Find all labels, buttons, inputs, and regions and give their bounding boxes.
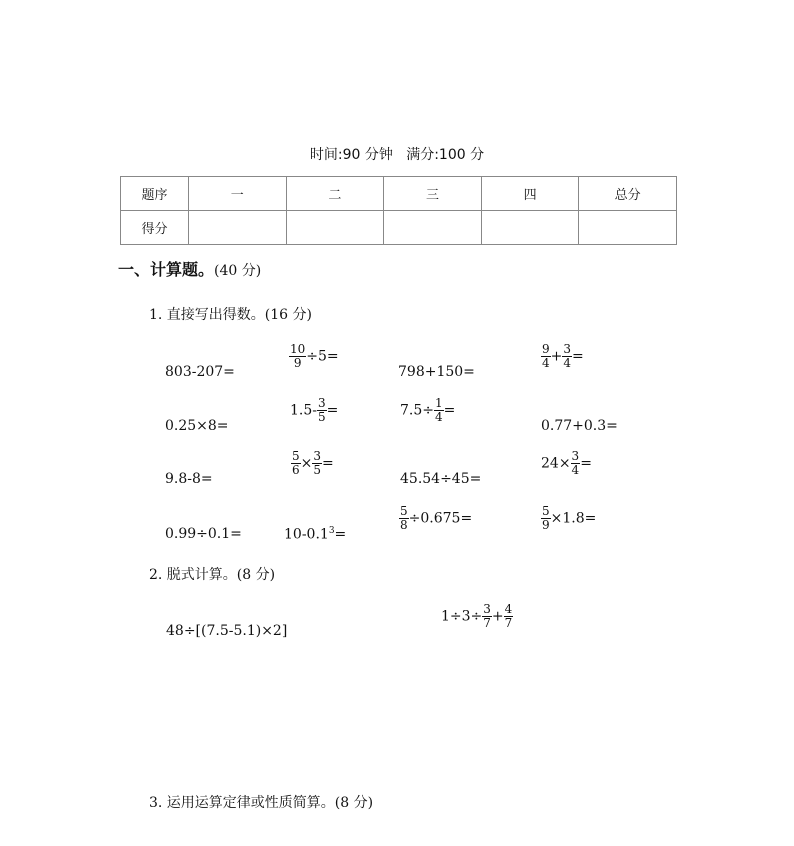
expression-2: 1÷3÷ $\frac{3}{7}$ + $\frac{4}{7}$	[441, 602, 513, 630]
expression-1: 48÷[(7.5-5.1)×2]	[166, 623, 288, 639]
question-r1c2: $\frac{10}{9}$ ÷5=	[290, 342, 339, 370]
header-cell-4: 四	[481, 177, 579, 211]
time-label: 时间:90 分钟	[309, 147, 393, 163]
score-cell	[481, 211, 579, 245]
score-table-score-row	[121, 211, 677, 245]
part2-title: 2. 脱式计算。(8 分)	[149, 567, 276, 583]
header-cell-order: 题序	[121, 177, 189, 211]
fraction: $\frac{3}{7}$	[483, 602, 491, 630]
fraction: $\frac{3}{4}$	[563, 342, 572, 370]
score-table	[120, 176, 677, 245]
fraction: $\frac{3}{5}$	[313, 449, 322, 477]
header-cell-3: 三	[384, 177, 482, 211]
question-r4c4: $\frac{5}{9}$ ×1.8=	[542, 504, 597, 532]
fraction: $\frac{1}{4}$	[435, 396, 443, 424]
fraction: $\frac{10}{9}$	[290, 342, 306, 370]
part3-title: 3. 运用运算定律或性质简算。(8 分)	[149, 795, 374, 811]
question-r2c1: 0.25×8=	[165, 418, 229, 434]
fraction: $\frac{5}{9}$	[542, 504, 550, 532]
score-cell	[189, 211, 287, 245]
fraction: $\frac{4}{7}$	[504, 602, 513, 630]
fraction: $\frac{5}{6}$	[292, 449, 300, 477]
fraction: $\frac{5}{8}$	[400, 504, 408, 532]
fraction: $\frac{9}{4}$	[542, 342, 550, 370]
question-r3c1: 9.8-8=	[165, 471, 213, 487]
score-row-label: 得分	[121, 211, 189, 245]
fraction: $\frac{3}{5}$	[318, 396, 326, 424]
question-r4c1: 0.99÷0.1=	[165, 526, 242, 542]
score-cell	[384, 211, 482, 245]
header-cell-1: 一	[189, 177, 287, 211]
question-r1c3: 798+150=	[398, 364, 475, 380]
full-score-label: 满分:100 分	[406, 147, 485, 163]
question-r2c3: 7.5÷ $\frac{1}{4}$ =	[400, 396, 456, 424]
question-r1c4: $\frac{9}{4}$ + $\frac{3}{4}$ =	[542, 342, 584, 370]
header-cell-2: 二	[286, 177, 384, 211]
question-r3c2: $\frac{5}{6}$ × $\frac{3}{5}$ =	[292, 449, 334, 477]
section-title	[118, 257, 261, 280]
section-title-text: 一、计算题。	[118, 260, 215, 279]
question-r3c4: 24× $\frac{3}{4}$ =	[541, 449, 592, 477]
question-r4c2: $10-0.1^3=$	[284, 526, 347, 543]
header-cell-total: 总分	[579, 177, 677, 211]
exam-header	[0, 144, 794, 164]
score-cell	[286, 211, 384, 245]
question-r1c1: 803-207=	[165, 364, 235, 380]
question-r2c2: 1.5- $\frac{3}{5}$ =	[290, 396, 339, 424]
section-points: (40 分)	[214, 263, 262, 279]
fraction: $\frac{3}{4}$	[571, 449, 580, 477]
question-r4c3: $\frac{5}{8}$ ÷0.675=	[400, 504, 473, 532]
part1-title: 1. 直接写出得数。(16 分)	[149, 307, 312, 323]
score-cell	[579, 211, 677, 245]
question-r3c3: 45.54÷45=	[400, 471, 482, 487]
score-table-header-row	[121, 177, 677, 211]
question-r2c4: 0.77+0.3=	[541, 418, 618, 434]
